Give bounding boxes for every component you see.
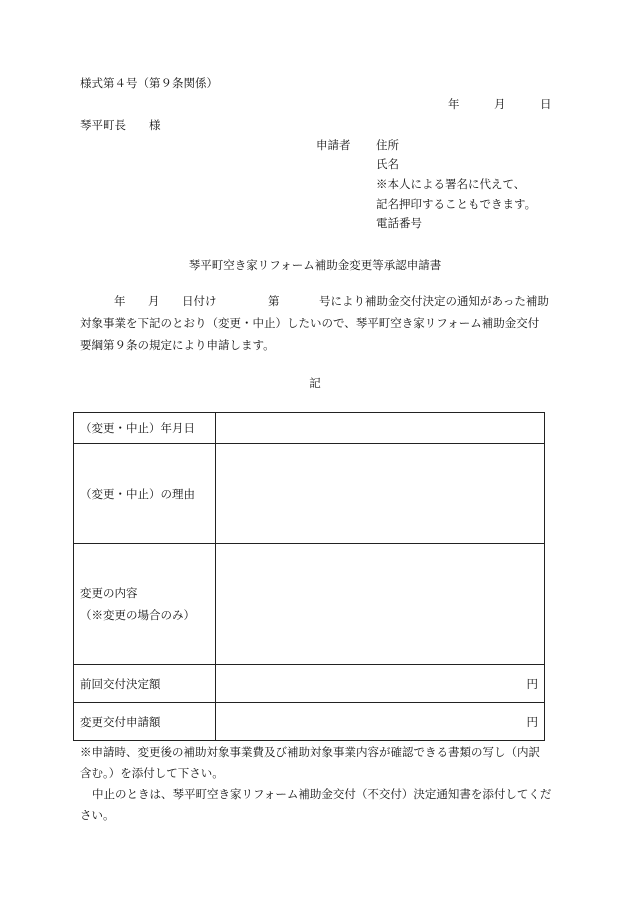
application-table: [73, 412, 545, 741]
change-content-value: [216, 544, 545, 665]
note-line-1: ※申請時、変更後の補助対象事業費及び補助対象事業内容が確認できる書類の写し（内訳: [80, 745, 540, 759]
body-paragraph: [80, 290, 560, 356]
reason-value: [216, 444, 545, 544]
signature-note-2: 記名押印することもできます。: [376, 197, 537, 211]
change-date-value: [216, 413, 545, 444]
note-line-3: 中止のときは、琴平町空き家リフォーム補助金交付（不交付）決定通知書を添付してくだ: [92, 787, 552, 801]
signature-note-1: ※本人による署名に代えて、: [376, 177, 526, 191]
change-content-label: [74, 544, 216, 665]
date-day: 日: [540, 97, 552, 111]
reason-label: （変更・中止）の理由: [74, 444, 216, 544]
applicant-phone: 電話番号: [376, 216, 422, 230]
note-line-2: 含む。）を添付して下さい。: [80, 766, 224, 780]
document-title: 琴平町空き家リフォーム補助金変更等承認申請書: [188, 258, 442, 272]
note-line-4: さい。: [80, 808, 115, 822]
applicant-address: 住所: [376, 138, 399, 152]
body-no: 第: [268, 294, 280, 308]
form-number: 様式第４号（第９条関係）: [80, 76, 218, 90]
table-row: [74, 665, 545, 703]
change-content-label-1: 変更の内容: [80, 586, 138, 600]
date-month: 月: [494, 97, 506, 111]
table-row: [74, 703, 545, 741]
table-row: [74, 413, 545, 444]
ki-heading: 記: [309, 376, 321, 390]
addressee: 琴平町長 様: [80, 118, 161, 132]
body-rest: 号により補助金交付決定の通知があった補助: [319, 294, 549, 308]
body-line-3: 要綱第９条の規定により申請します。: [80, 338, 275, 352]
table-row: [74, 444, 545, 544]
body-year: 年: [114, 294, 126, 308]
body-dated: 日付け: [182, 294, 217, 308]
requested-amount-label: 変更交付申請額: [74, 703, 216, 741]
previous-amount-unit: 円: [216, 665, 545, 703]
applicant-label: 申請者: [316, 138, 351, 152]
body-month: 月: [148, 294, 160, 308]
applicant-name: 氏名: [376, 157, 399, 171]
requested-amount-unit: 円: [216, 703, 545, 741]
notes: [80, 742, 556, 826]
previous-amount-label: 前回交付決定額: [74, 665, 216, 703]
change-date-label: （変更・中止）年月日: [74, 413, 216, 444]
change-content-label-2: （※変更の場合のみ）: [80, 608, 195, 622]
date-year: 年: [448, 97, 460, 111]
table-row: [74, 544, 545, 665]
body-line-2: 対象事業を下記のとおり（変更・中止）したいので、琴平町空き家リフォーム補助金交付: [80, 316, 540, 330]
